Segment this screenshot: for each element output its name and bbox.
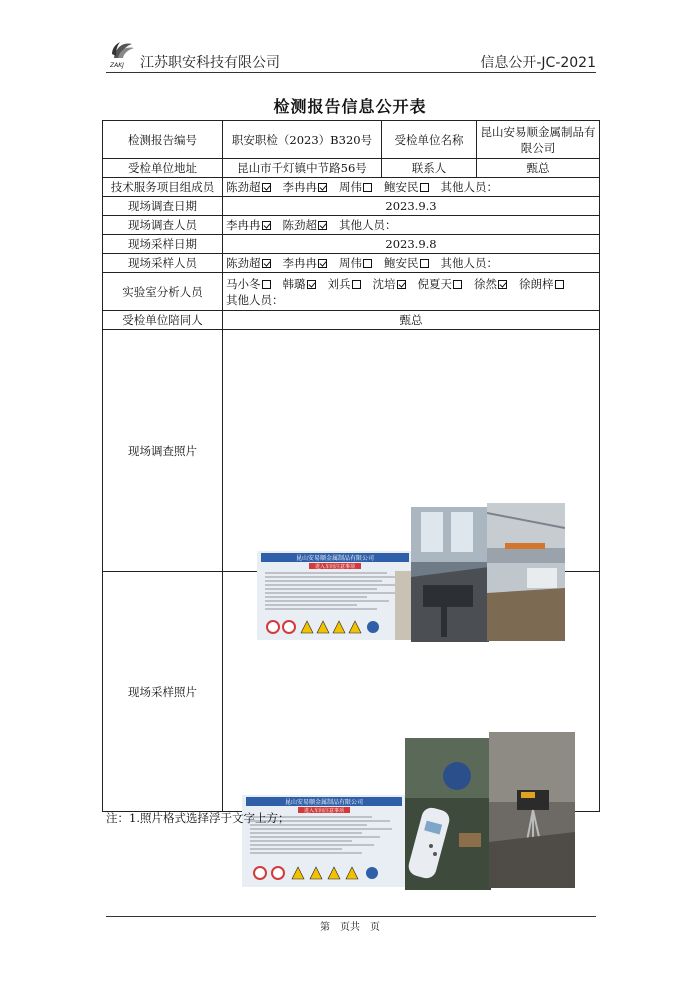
unchecked-box-icon[interactable] — [420, 183, 429, 192]
survey-staff-list — [223, 216, 600, 235]
person-entry — [519, 277, 576, 291]
lab-staff-label: 实验室分析人员 — [103, 273, 223, 311]
address-value: 昆山市千灯镇中节路56号 — [223, 159, 382, 178]
sample-photo-label: 现场采样照片 — [103, 572, 223, 812]
svg-text:进入车间注意事项: 进入车间注意事项 — [314, 563, 356, 570]
others-label: 其他人员： — [440, 256, 498, 270]
contact-value: 甄总 — [477, 159, 600, 178]
checked-box-icon[interactable] — [318, 259, 327, 268]
checked-box-icon[interactable] — [498, 280, 507, 289]
svg-text:进入车间注意事项: 进入车间注意事项 — [303, 807, 345, 814]
checked-box-icon[interactable] — [262, 183, 271, 192]
noise-meter-photo — [405, 738, 491, 890]
lab-staff-list — [223, 273, 600, 311]
unchecked-box-icon[interactable] — [555, 280, 564, 289]
workshop-photo-2 — [487, 503, 565, 641]
survey-photo-cell — [223, 330, 600, 572]
person-name: 周伟 — [339, 256, 362, 270]
tech-team-list — [223, 178, 600, 197]
person-entry — [226, 277, 283, 291]
footnote: 注：1.照片格式选择浮于文字上方； — [106, 811, 290, 825]
checked-box-icon[interactable] — [262, 221, 271, 230]
svg-text:ZAKJ: ZAKJ — [110, 62, 124, 69]
person-entry — [474, 277, 519, 291]
others-label: 其他人员： — [339, 218, 397, 232]
unchecked-box-icon[interactable] — [262, 280, 271, 289]
escort-value: 甄总 — [223, 311, 600, 330]
person-entry — [226, 180, 283, 194]
person-entry — [384, 256, 441, 270]
person-entry — [283, 180, 340, 194]
checked-box-icon[interactable] — [307, 280, 316, 289]
survey-date-label: 现场调查日期 — [103, 197, 223, 216]
checked-box-icon[interactable] — [318, 221, 327, 230]
company-logo — [106, 36, 140, 70]
tech-team-label: 技术服务项目组成员 — [103, 178, 223, 197]
safety-notice-photo-2 — [242, 795, 406, 887]
page-title: 检测报告信息公开表 — [273, 97, 427, 116]
person-name: 陈劲超 — [282, 218, 317, 232]
person-name: 徐朗梓 — [519, 276, 554, 291]
checked-box-icon[interactable] — [262, 259, 271, 268]
unchecked-box-icon[interactable] — [453, 280, 462, 289]
contact-label: 联系人 — [382, 159, 477, 178]
unchecked-box-icon[interactable] — [363, 183, 372, 192]
person-name: 倪夏天 — [417, 276, 452, 291]
workshop-photo-1 — [411, 507, 489, 642]
footer-divider — [106, 916, 596, 917]
unit-name-label: 受检单位名称 — [382, 121, 477, 159]
unchecked-box-icon[interactable] — [363, 259, 372, 268]
sample-date-label: 现场采样日期 — [103, 235, 223, 254]
person-entry — [339, 256, 384, 270]
person-name: 沈培 — [372, 276, 396, 291]
unchecked-box-icon[interactable] — [352, 280, 361, 289]
person-entry — [283, 218, 340, 232]
person-entry — [384, 180, 441, 194]
survey-photo-label: 现场调查照片 — [103, 330, 223, 572]
unchecked-box-icon[interactable] — [420, 259, 429, 268]
others-label: 其他人员： — [226, 292, 284, 307]
person-entry — [226, 256, 283, 270]
person-entry — [418, 277, 475, 291]
page-header — [106, 36, 596, 73]
person-name: 鲍安民 — [384, 180, 419, 194]
report-no-value: 职安职检（2023）B320号 — [223, 121, 382, 159]
person-name: 陈劲超 — [226, 180, 261, 194]
person-entry — [283, 277, 328, 291]
person-name: 马小冬 — [226, 276, 261, 291]
svg-text:昆山安易顺金属制品有限公司: 昆山安易顺金属制品有限公司 — [295, 554, 375, 562]
survey-date-value: 2023.9.3 — [223, 197, 600, 216]
person-name: 李冉冉 — [282, 180, 317, 194]
person-entry — [283, 256, 340, 270]
sample-date-value: 2023.9.8 — [223, 235, 600, 254]
person-name: 徐然 — [474, 276, 497, 291]
safety-notice-photo — [257, 551, 413, 640]
person-name: 刘兵 — [327, 276, 351, 291]
svg-text:昆山安易顺金属制品有限公司: 昆山安易顺金属制品有限公司 — [284, 798, 364, 806]
person-entry — [226, 218, 283, 232]
person-name: 李冉冉 — [282, 256, 317, 270]
survey-staff-label: 现场调查人员 — [103, 216, 223, 235]
others-label: 其他人员： — [440, 180, 498, 194]
document-number: 信息公开-JC-2021 — [480, 55, 596, 71]
person-name: 鲍安民 — [384, 256, 419, 270]
sampling-pump-photo — [489, 732, 575, 888]
company-name: 江苏职安科技有限公司 — [140, 55, 280, 71]
sample-staff-label: 现场采样人员 — [103, 254, 223, 273]
unit-name-value: 昆山安易顺金属制品有限公司 — [477, 121, 600, 159]
person-entry — [373, 277, 418, 291]
person-entry — [339, 180, 384, 194]
person-entry — [328, 277, 373, 291]
page-number: 第 页共 页 — [320, 922, 380, 933]
checked-box-icon[interactable] — [397, 280, 406, 289]
escort-label: 受检单位陪同人 — [103, 311, 223, 330]
person-name: 周伟 — [339, 180, 362, 194]
report-no-label: 检测报告编号 — [103, 121, 223, 159]
person-name: 李冉冉 — [226, 218, 261, 232]
info-table — [102, 120, 600, 812]
address-label: 受检单位地址 — [103, 159, 223, 178]
sample-staff-list — [223, 254, 600, 273]
person-name: 韩璐 — [282, 276, 306, 291]
person-name: 陈劲超 — [226, 256, 261, 270]
checked-box-icon[interactable] — [318, 183, 327, 192]
